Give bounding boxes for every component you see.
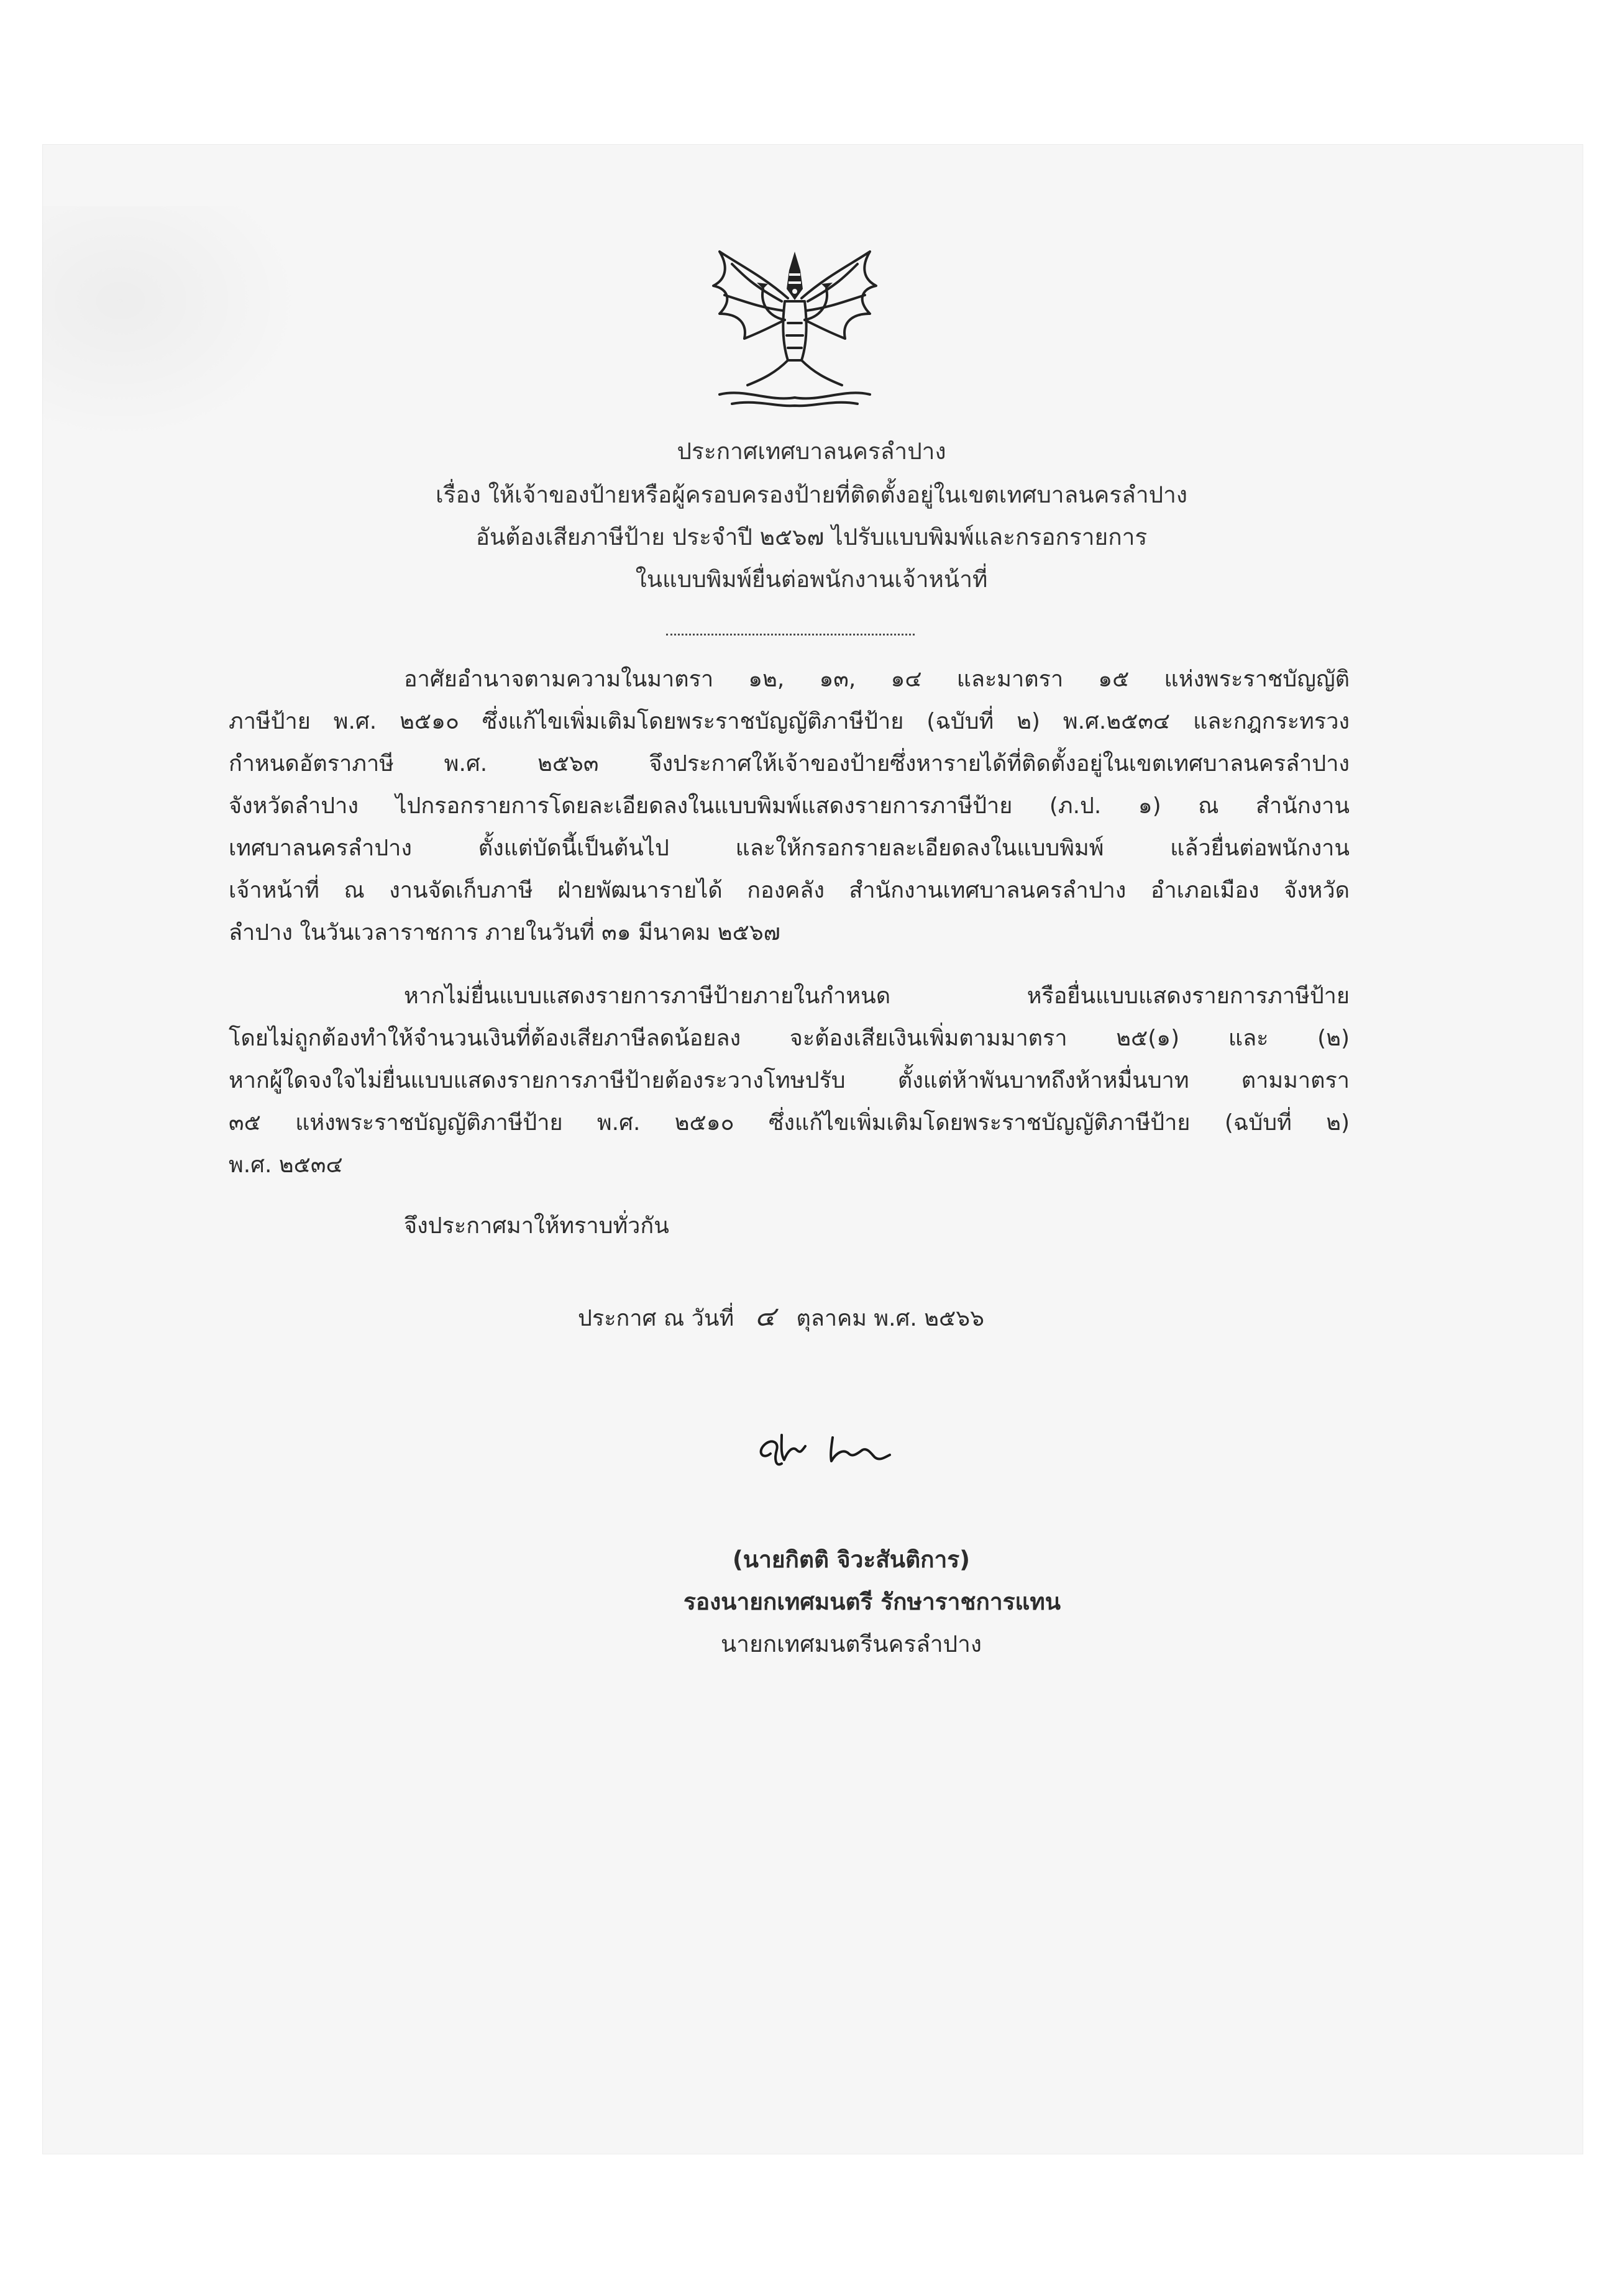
date-prefix: ประกาศ ณ วันที่	[578, 1306, 734, 1331]
signatory-name: (นายกิตติ จิวะสันติการ)	[732, 1546, 971, 1573]
paragraph1-line: จังหวัดลำปาง ไปกรอกรายการโดยละเอียดลงในแบบพิมพ์แสดงรายการภาษีป้าย (ภ.ป. ๑) ณ สำนักงาน	[229, 793, 1350, 819]
subject-line-2: อันต้องเสียภาษีป้าย ประจำปี ๒๕๖๗ ไปรับแบบพิมพ์และกรอกรายการ	[475, 524, 1148, 550]
date-month-year: ตุลาคม พ.ศ. ๒๕๖๖	[796, 1306, 984, 1331]
paragraph1-line: เจ้าหน้าที่ ณ งานจัดเก็บภาษี ฝ่ายพัฒนารายได้ กองคลัง สำนักงานเทศบาลนครลำปาง อำเภอเมือง จังหวัด	[229, 878, 1350, 903]
paragraph2-line: พ.ศ. ๒๕๓๔	[229, 1152, 343, 1178]
paragraph2-line: โดยไม่ถูกต้องทำให้จำนวนเงินที่ต้องเสียภาษีลดน้อยลง จะต้องเสียเงินเพิ่มตามมาตรา ๒๕(๑) และ (๒)	[229, 1026, 1350, 1051]
paragraph2-line: ๓๕ แห่งพระราชบัญญัติภาษีป้าย พ.ศ. ๒๕๑๐ ซึ่งแก้ไขเพิ่มเติมโดยพระราชบัญญัติภาษีป้าย (ฉบับที่ ๒)	[229, 1110, 1350, 1136]
closing-statement: จึงประกาศมาให้ทราบทั่วกัน	[404, 1213, 669, 1239]
paragraph1-line: ลำปาง ในวันเวลาราชการ ภายในวันที่ ๓๑ มีนาคม ๒๕๖๗	[229, 920, 780, 945]
announcement-issuer: ประกาศเทศบาลนครลำปาง	[677, 438, 946, 465]
subject-line-3: ในแบบพิมพ์ยื่นต่อพนักงานเจ้าหน้าที่	[635, 566, 988, 593]
paragraph1-line: ภาษีป้าย พ.ศ. ๒๕๑๐ ซึ่งแก้ไขเพิ่มเติมโดยพระราชบัญญัติภาษีป้าย (ฉบับที่ ๒) พ.ศ.๒๕๓๔ และกฎกระทรวง	[229, 709, 1350, 734]
garuda-emblem-icon	[695, 239, 895, 410]
signatory-office: นายกเทศมนตรีนครลำปาง	[721, 1631, 982, 1657]
paragraph1-line: เทศบาลนครลำปาง ตั้งแต่บัดนี้เป็นต้นไป และให้กรอกรายละเอียดลงในแบบพิมพ์ แล้วยื่นต่อพนักงาน	[229, 836, 1350, 861]
signatory-position: รองนายกเทศมนตรี รักษาราชการแทน	[683, 1588, 1061, 1615]
dotted-divider	[666, 634, 915, 636]
paragraph2-line: หากผู้ใดจงใจไม่ยื่นแบบแสดงรายการภาษีป้ายต้องระวางโทษปรับ ตั้งแต่ห้าพันบาทถึงห้าหมื่นบาท ตามมาตรา	[229, 1068, 1350, 1093]
paragraph1-line: อาศัยอำนาจตามความในมาตรา ๑๒, ๑๓, ๑๔ และมาตรา ๑๕ แห่งพระราชบัญญัติ	[404, 667, 1350, 692]
handwritten-signature-icon	[752, 1423, 932, 1472]
paragraph1-line: กำหนดอัตราภาษี พ.ศ. ๒๕๖๓ จึงประกาศให้เจ้าของป้ายซึ่งหารายได้ที่ติดตั้งอยู่ในเขตเทศบาลนครลำปาง	[229, 751, 1350, 777]
subject-line-1: เรื่อง ให้เจ้าของป้ายหรือผู้ครอบครองป้ายที่ติดตั้งอยู่ในเขตเทศบาลนครลำปาง	[436, 481, 1187, 508]
paper-crease	[42, 206, 303, 442]
date-day: ๔	[754, 1301, 775, 1332]
paragraph2-line: หากไม่ยื่นแบบแสดงรายการภาษีป้ายภายในกำหนด หรือยื่นแบบแสดงรายการภาษีป้าย	[404, 983, 1350, 1009]
date-line	[578, 1302, 984, 1334]
